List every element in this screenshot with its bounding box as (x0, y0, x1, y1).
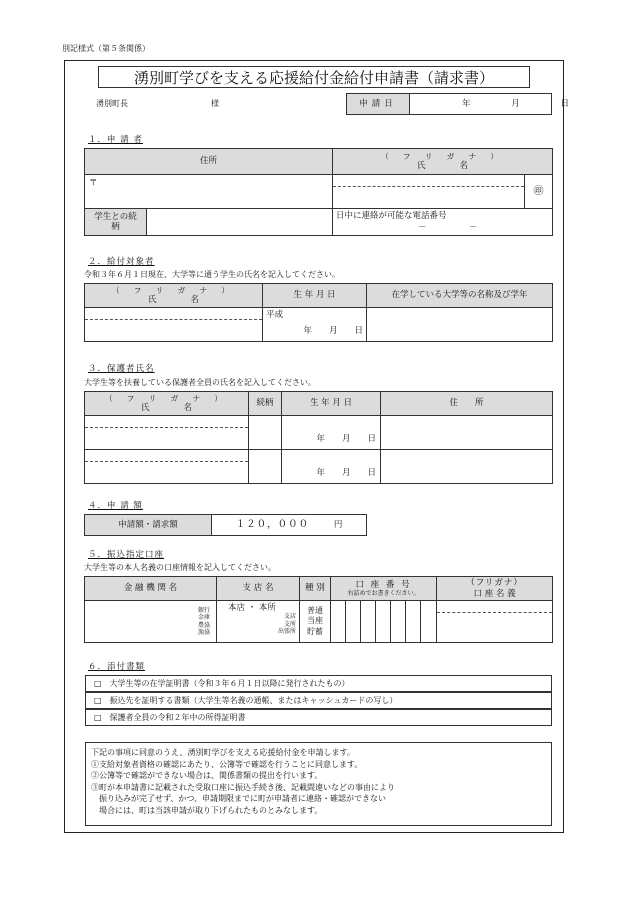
holder-field[interactable] (437, 601, 553, 643)
relation-field[interactable] (249, 450, 282, 484)
attachment-item[interactable]: □ 保護者全員の令和２年中の所得証明書 (85, 709, 552, 726)
account-type-2: 貯蓄 (307, 626, 323, 636)
account-type-0: 普通 (307, 605, 323, 615)
name-field[interactable] (333, 175, 525, 209)
relation-field[interactable] (249, 416, 282, 450)
phone-field[interactable] (333, 209, 553, 236)
section-5-heading: ５．振込指定口座 (88, 550, 165, 560)
guardian-name-field[interactable] (85, 416, 249, 450)
name-label: 氏 名 (140, 402, 192, 413)
seal-mark: ㊞ (533, 185, 544, 197)
bank-type-3: 漁協 (197, 629, 210, 636)
amount-table (84, 514, 367, 536)
amount-field (212, 515, 367, 536)
bank-type-1: 金庫 (197, 614, 210, 621)
name-input[interactable] (333, 187, 524, 208)
consent-line: ①支給対象者資格の確認にあたり、公簿等で確認を行うことに同意します。 (91, 759, 363, 769)
date-table (346, 93, 569, 115)
school-field[interactable] (367, 308, 553, 342)
address-header: 住 所 (381, 392, 553, 416)
account-digit[interactable] (391, 601, 406, 643)
guardian-name-header (85, 392, 249, 416)
honorific: 様 (211, 99, 219, 108)
era-label: 平成 (266, 310, 284, 320)
account-digit[interactable] (346, 601, 361, 643)
name-header (333, 149, 553, 175)
ymd-label: 年 月 日 (316, 467, 376, 478)
bank-type-0: 銀行 (197, 606, 210, 614)
name-input[interactable] (85, 320, 262, 341)
section-6-heading: ６．添付書類 (88, 662, 146, 672)
branch-type-2: 出張所 (277, 628, 296, 636)
account-type-field[interactable] (300, 601, 331, 643)
relation-label: 学生との続柄 (85, 209, 147, 236)
address-header: 住所 (85, 149, 333, 175)
branch-main: 本店 ・ 本所 (228, 603, 276, 613)
account-digit[interactable] (406, 601, 421, 643)
account-digit[interactable] (421, 601, 437, 643)
furigana-label: （ フ リ ガ ナ ） (381, 151, 504, 161)
holder-furigana-input[interactable] (437, 601, 552, 613)
day-label: 日 (560, 98, 569, 109)
birth-field[interactable] (263, 308, 367, 342)
form-title: 湧別町学びを支える応援給付金給付申請書（請求書） (98, 66, 530, 88)
furigana-input[interactable] (85, 450, 248, 462)
account-digit[interactable] (361, 601, 376, 643)
attachment-item[interactable]: □ 大学生等の在学証明書（令和３年６月１日以降に発行されたもの） (85, 675, 552, 692)
date-field[interactable] (410, 94, 569, 115)
birth-field[interactable] (282, 450, 381, 484)
year-label: 年 (462, 98, 471, 109)
phone-label: 日中に連絡が可能な電話番号 (336, 211, 447, 221)
amount-label: 申請額・請求額 (85, 515, 212, 536)
birth-header: 生 年 月 日 (282, 392, 381, 416)
guardian-name-field[interactable] (85, 450, 249, 484)
holder-furigana: （フリガナ） (466, 578, 523, 589)
form-label: 別記様式（第５条関係） (62, 44, 150, 53)
school-header: 在学している大学等の名称及び学年 (367, 284, 553, 308)
seal-cell (525, 175, 553, 209)
account-no-header (331, 577, 437, 601)
consent-line: ③町が本申請書に記載された受取口座に振込手続き後、記載間違いなどの事由により (91, 782, 395, 792)
address-field[interactable] (381, 416, 553, 450)
furigana-input[interactable] (333, 175, 524, 187)
name-label: 氏 名 (147, 294, 199, 305)
recipient-table (84, 283, 553, 342)
name-label: 氏 名 (417, 160, 469, 171)
relation-header: 続柄 (249, 392, 282, 416)
section-2-heading: ２．給付対象者 (88, 257, 155, 267)
addressee: 湧別町長 (96, 99, 128, 108)
section-3-note: 大学生等を扶養している保護者全員の氏名を記入してください。 (84, 378, 316, 387)
bank-type-2: 農協 (197, 621, 210, 629)
furigana-label: （ フ リ ガ ナ ） (105, 393, 228, 403)
guardian-row (85, 450, 553, 484)
account-digit[interactable] (376, 601, 391, 643)
section-1-heading: １．申 請 者 (88, 135, 143, 145)
address-field[interactable] (381, 450, 553, 484)
relation-field[interactable] (147, 209, 333, 236)
holder-label: 口 座 名 義 (473, 588, 516, 599)
account-digit[interactable] (331, 601, 346, 643)
account-no-label: 口 座 番 号 (355, 579, 412, 590)
type-header: 種 別 (300, 577, 331, 601)
date-label: 申請日 (347, 94, 410, 115)
consent-line: ②公簿等で確認ができない場合は、関係書類の提出を行います。 (91, 771, 323, 780)
consent-line: 振り込みが完了せず、かつ、申請期限までに町が申請者に連絡・確認ができない (91, 794, 387, 803)
name-input[interactable] (85, 462, 248, 483)
recipient-name-field[interactable] (85, 308, 263, 342)
guardian-table (84, 391, 553, 484)
section-5-note: 大学生等の本人名義の口座情報を記入してください。 (84, 563, 276, 572)
consent-line: 場合には、町は当該申請が取り下げられたものとみなします。 (91, 805, 323, 815)
section-4-heading: ４．申 請 額 (88, 501, 143, 511)
branch-type-0: 支店 (283, 613, 296, 621)
section-3-heading: ３．保護者氏名 (88, 364, 155, 374)
consent-line: 下記の事項に同意のうえ、湧別町学びを支える応援給付金を申請します。 (91, 748, 355, 757)
ymd-label: 年 月 日 (316, 433, 376, 444)
address-field[interactable] (85, 175, 333, 209)
bank-field[interactable] (85, 601, 217, 643)
amount-unit: 円 (333, 520, 343, 531)
branch-field[interactable] (217, 601, 300, 643)
ymd-label: 年 月 日 (303, 326, 363, 337)
name-input[interactable] (85, 428, 248, 449)
bank-table (84, 576, 553, 643)
phone-dashes: － － (418, 223, 478, 234)
postal-mark: 〒 (89, 178, 98, 188)
applicant-table (84, 148, 553, 236)
section-2-note: 令和３年６月１日現在、大学等に通う学生の氏名を記入してください。 (84, 270, 340, 279)
consent-box (85, 742, 552, 826)
branch-type-1: 支所 (283, 620, 296, 628)
furigana-input[interactable] (85, 308, 262, 320)
birth-header: 生 年 月 日 (263, 284, 367, 308)
furigana-input[interactable] (85, 416, 248, 428)
attachment-item[interactable]: □ 振込先を証明する書類（大学生等名義の通帳、またはキャッシュカードの写し） (85, 692, 552, 709)
bank-header: 金 融 機 関 名 (85, 577, 217, 601)
birth-field[interactable] (282, 416, 381, 450)
recipient-name-header (85, 284, 263, 308)
account-type-1: 当座 (307, 616, 323, 626)
holder-header (437, 577, 553, 601)
furigana-label: （ フ リ ガ ナ ） (112, 285, 235, 295)
amount-value: １２０，０００ (235, 519, 310, 531)
account-no-sub: 右詰めでお書きください。 (347, 589, 420, 597)
guardian-row (85, 416, 553, 450)
branch-header: 支 店 名 (217, 577, 300, 601)
month-label: 月 (511, 98, 520, 109)
